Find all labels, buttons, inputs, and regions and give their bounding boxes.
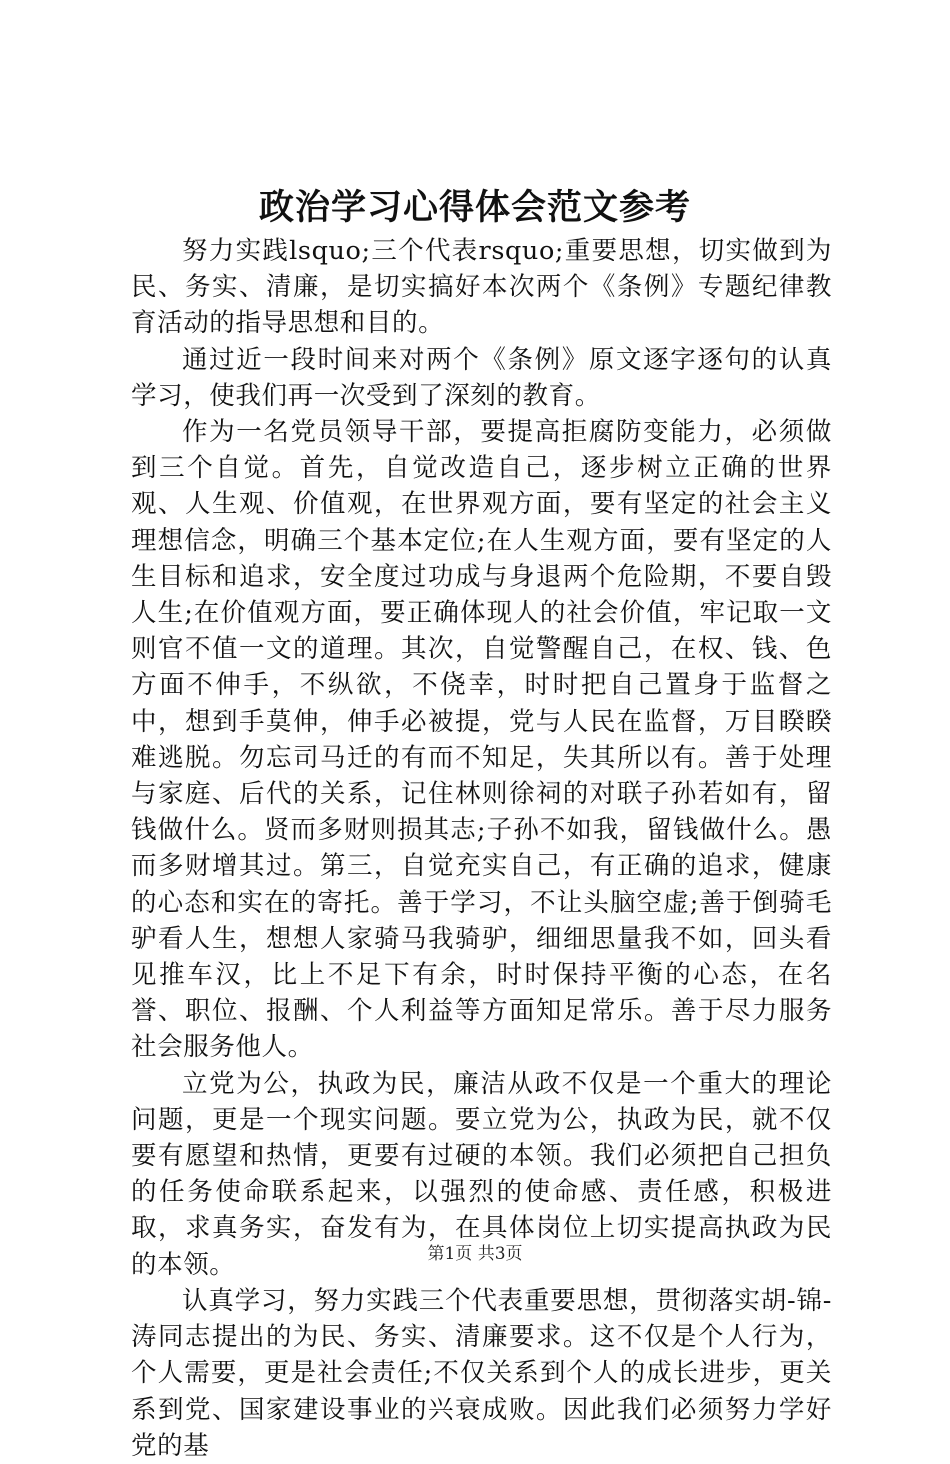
- paragraph-5: 认真学习，努力实践三个代表重要思想，贯彻落实胡-锦-涛同志提出的为民、务实、清廉要求。这不仅是个人行为，个人需要，更是社会责任;不仅关系到个人的成长进步，更关系到党、国家建设事业的兴衰成败。因此我们必须努力学好党的基: [131, 1285, 832, 1461]
- page-number-footer: 第1页 共3页: [427, 1244, 523, 1264]
- paragraph-3: 作为一名党员领导干部，要提高拒腐防变能力，必须做到三个自觉。首先，自觉改造自己，逐步树立正确的世界观、人生观、价值观，在世界观方面，要有坚定的社会主义理想信念，明确三个基本定位;在人生观方面，要有坚定的人生目标和追求，安全度过功成与身退两个危险期，不要自毁人生;在价值观方面，要正确体现人的社会价值，牢记取一文则官不值一文的道理。其次，自觉警醒自己，在权、钱、色方面不伸手，不纵欲，不侥幸，时时把自己置身于监督之中，想到手莫伸，伸手必被提，党与人民在监督，万目睽睽难逃脱。勿忘司马迁的有而不知足，失其所以有。善于处理与家庭、后代的关系，记住林则徐祠的对联子孙若如有，留钱做什么。贤而多财则损其志;子孙不如我，留钱做什么。愚而多财增其过。第三，自觉充实自己，有正确的追求，健康的心态和实在的寄托。善于学习，不让头脑空虚;善于倒骑毛驴看人生，想想人家骑马我骑驴，细细思量我不如，回头看见推车汉，比上不足下有余，时时保持平衡的心态，在名誉、职位、报酬、个人利益等方面知足常乐。善于尽力服务社会服务他人。: [131, 417, 832, 1063]
- document-title: 政治学习心得体会范文参考: [258, 187, 691, 228]
- paragraph-4: 立党为公，执政为民，廉洁从政不仅是一个重大的理论问题，更是一个现实问题。要立党为公，执政为民，就不仅要有愿望和热情，更要有过硬的本领。我们必须把自己担负的任务使命联系起来，以强烈的使命感、责任感，积极进取，求真务实，奋发有为，在具体岗位上切实提高执政为民的本领。: [131, 1068, 832, 1280]
- paragraph-1: 努力实践lsquo;三个代表rsquo;重要思想，切实做到为民、务实、清廉，是切实搞好本次两个《条例》专题纪律教育活动的指导思想和目的。: [131, 236, 832, 339]
- paragraph-2: 通过近一段时间来对两个《条例》原文逐字逐句的认真学习，使我们再一次受到了深刻的教育。: [131, 344, 832, 411]
- document-body: [131, 233, 832, 1464]
